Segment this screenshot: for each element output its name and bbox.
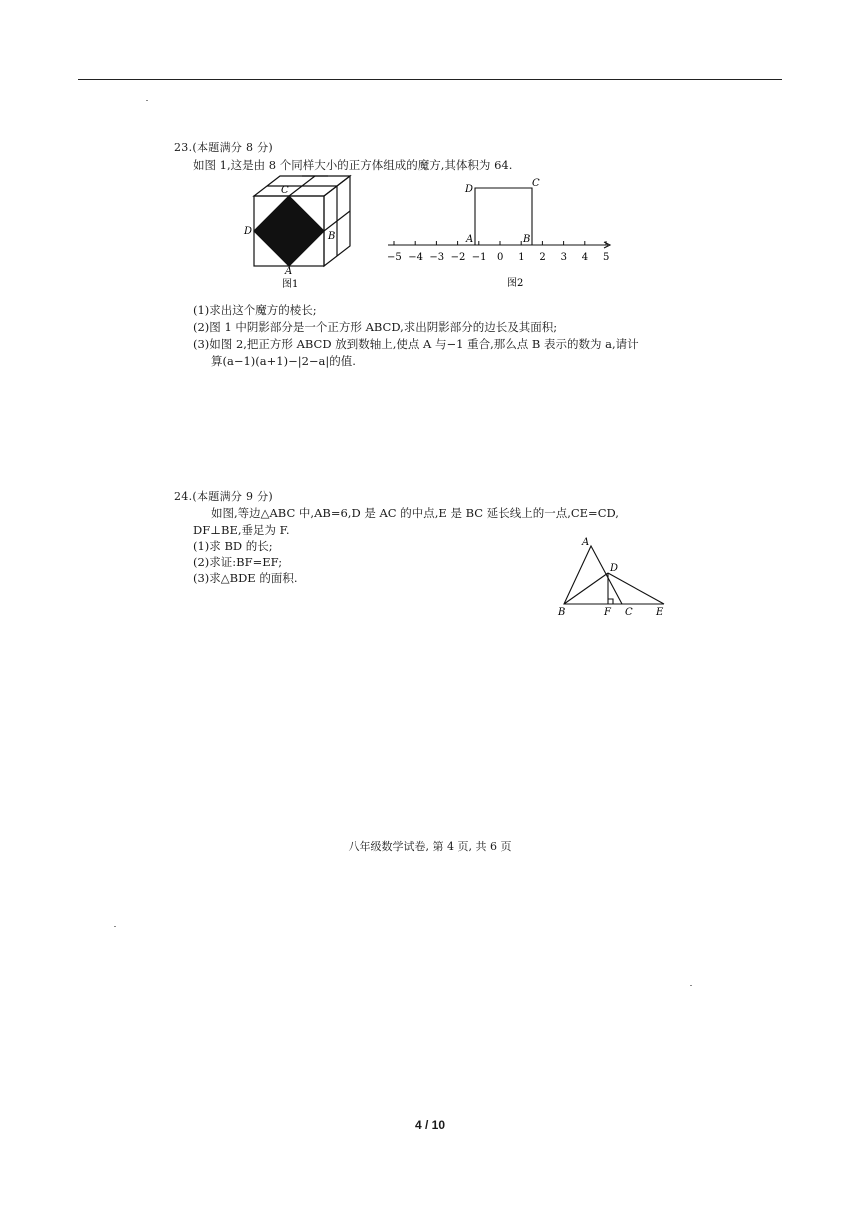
- fig1-caption: 图1: [282, 279, 299, 288]
- q23-intro: 如图 1,这是由 8 个同样大小的正方体组成的魔方,其体积为 64.: [193, 158, 513, 172]
- fig24-label-e: E: [656, 607, 664, 618]
- scan-speck: [146, 100, 148, 101]
- number-line-tick-label: 5: [603, 252, 610, 263]
- top-rule: [78, 79, 782, 80]
- number-line-tick-label: −2: [450, 252, 466, 263]
- q24-item-1: (1)求 BD 的长;: [193, 539, 273, 553]
- number-line-tick-label: 0: [497, 252, 504, 263]
- q24-intro-1: 如图,等边△ABC 中,AB=6,D 是 AC 的中点,E 是 BC 延长线上的一点,CE=CD,: [211, 506, 619, 520]
- q24-intro-2: DF⊥BE,垂足为 F.: [193, 523, 290, 537]
- q24-item-3: (3)求△BDE 的面积.: [193, 571, 298, 585]
- fig24-label-b: B: [558, 607, 566, 618]
- fig1-label-c: C: [281, 185, 289, 196]
- q23-item-2: (2)图 1 中阴影部分是一个正方形 ABCD,求出阴影部分的边长及其面积;: [193, 320, 558, 334]
- fig24-label-c: C: [625, 607, 633, 618]
- number-line-tick-label: 1: [518, 252, 525, 263]
- page-number: 4 / 10: [414, 1118, 446, 1132]
- fig2-label-b: B: [523, 234, 531, 245]
- fig1-label-b: B: [328, 231, 336, 242]
- number-line-tick-label: 3: [560, 252, 567, 263]
- number-line-tick-label: −1: [471, 252, 487, 263]
- scan-speck: [114, 926, 116, 927]
- fig2-caption: 图2: [507, 278, 524, 289]
- number-line-tick-label: −3: [429, 252, 445, 263]
- fig1-label-a: A: [285, 266, 293, 277]
- q23-figure-1: [242, 170, 354, 288]
- fig24-label-f: F: [604, 607, 611, 618]
- q23-title: 23.(本题满分 8 分): [174, 141, 273, 154]
- q24-figure: [552, 534, 672, 620]
- number-line-tick-label: 2: [539, 252, 546, 263]
- number-line-tick-label: 4: [581, 252, 589, 263]
- fig24-label-d: D: [610, 563, 619, 574]
- scan-speck: [690, 985, 692, 986]
- number-line-tick-label: −4: [408, 252, 423, 263]
- q23-figure-2: [380, 172, 616, 290]
- q23-item-3-cont: 算(a−1)(a+1)−|2−a|的值.: [211, 354, 356, 368]
- shaded-square: [254, 196, 324, 266]
- q23-item-1: (1)求出这个魔方的棱长;: [193, 303, 317, 317]
- fig24-label-a: A: [582, 537, 590, 548]
- fig2-label-d: D: [465, 184, 474, 195]
- number-line-tick-label: −5: [387, 252, 402, 263]
- q24-item-2: (2)求证:BF=EF;: [193, 555, 283, 569]
- q24-title: 24.(本题满分 9 分): [174, 490, 273, 503]
- fig1-label-d: D: [244, 226, 253, 237]
- q23-item-3: (3)如图 2,把正方形 ABCD 放到数轴上,使点 A 与−1 重合,那么点 B 表示的数为 a,请计: [193, 337, 639, 351]
- fig2-label-c: C: [532, 178, 540, 189]
- page-footer: 八年级数学试卷, 第 4 页, 共 6 页: [348, 840, 512, 853]
- fig2-label-a: A: [466, 234, 474, 245]
